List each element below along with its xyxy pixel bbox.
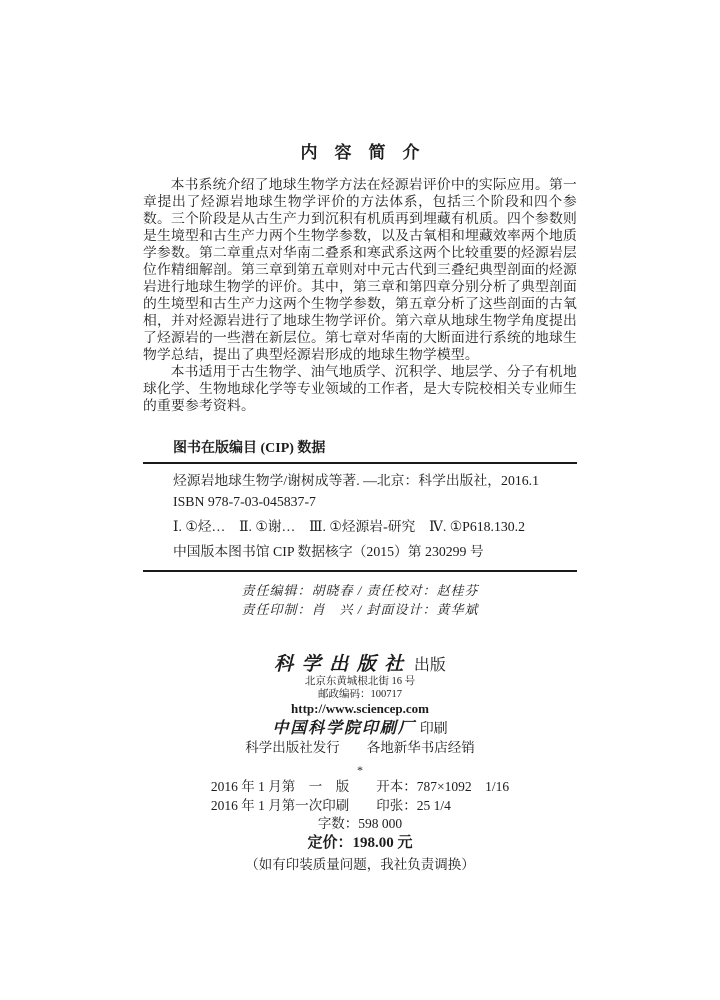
- edition-printing-line: 2016 年 1 月第一次印刷 印张：25 1/4: [210, 797, 451, 813]
- cip-body: [143, 464, 577, 570]
- credits-editor-line: 责任编辑：胡晓春 / 责任校对：赵桂芬: [241, 583, 479, 598]
- printer-line: [143, 720, 577, 738]
- printer-name: 中国科学院印刷厂: [272, 720, 416, 737]
- intro-paragraph-1: 本书系统介绍了地球生物学方法在烃源岩评价中的实际应用。第一章提出了烃源岩地球生物学评价的方法体系，包括三个阶段和四个参数。三个阶段是从古生产力到沉积有机质再到埋藏有机质。四个参数则是生境型和古生产力两个生物学参数，以及古氧相和埋藏效率两个地质学参数。第二章重点对华南二叠系和寒武系这两个比较重要的烃源岩层位作精细解剖。第三章到第五章则对中元古代到三叠纪典型剖面的烃源岩进行地球生物学的评价。其中，第三章和第四章分别分析了典型剖面的生境型和古生产力这两个生物学参数，第五章分析了这些剖面的古氧相，并对烃源岩进行了地球生物学评价。第六章从地球生物学角度提出了烃源岩的一些潜在新层位。第七章对华南的大断面进行系统的地球生物学总结，提出了典型烃源岩形成的地球生物学模型。: [143, 177, 577, 362]
- word-count: 字数：598 000: [317, 816, 403, 831]
- publisher-name: 科学出版社: [274, 654, 412, 675]
- separator-asterisk: *: [357, 763, 363, 777]
- quality-note: （如有印装质量问题，我社负责调换）: [245, 856, 475, 872]
- edition-block: [143, 778, 577, 874]
- publisher-name-line: [143, 656, 577, 675]
- cip-classification: Ⅰ. ①烃… Ⅱ. ①谢… Ⅲ. ①烃源岩-研究 Ⅳ. ①P618.130.2: [173, 519, 526, 534]
- publisher-postal-code: 邮政编码：100717: [318, 688, 402, 700]
- publisher-block: [143, 656, 577, 776]
- publish-label: 出版: [413, 657, 446, 674]
- credits-printing-line: 责任印制：肖 兴 / 封面设计：黄华斌: [241, 602, 479, 617]
- cip-isbn: ISBN 978-7-03-045837-7: [173, 494, 316, 509]
- edition-first-line: 2016 年 1 月第 一 版 开本：787×1092 1/16: [210, 779, 510, 794]
- intro-paragraph-2: 本书适用于古生物学、油气地质学、沉积学、地层学、分子有机地球化学、生物地球化学等专业领域的工作者，是大专院校相关专业师生的重要参考资料。: [143, 364, 577, 413]
- page-title: 内 容 简 介: [300, 143, 420, 162]
- cip-section: [143, 440, 577, 572]
- edition-lines: [211, 778, 509, 815]
- content-summary: [143, 176, 577, 414]
- cip-record-number: 中国版本图书馆 CIP 数据核字（2015）第 230299 号: [173, 544, 484, 559]
- price: 定价：198.00 元: [307, 834, 413, 851]
- staff-credits: [143, 581, 577, 619]
- publisher-website: http://www.sciencep.com: [291, 701, 429, 716]
- printer-label: 印刷: [419, 722, 448, 737]
- cip-title-line: 烃源岩地球生物学/谢树成等著. —北京：科学出版社，2016.1: [173, 473, 539, 488]
- cip-divider-bottom: [143, 570, 577, 572]
- distribution-line: 科学出版社发行 各地新华书店经销: [245, 740, 475, 755]
- cip-header: 图书在版编目 (CIP) 数据: [173, 441, 326, 456]
- publisher-address: 北京东黄城根北街 16 号: [304, 676, 416, 687]
